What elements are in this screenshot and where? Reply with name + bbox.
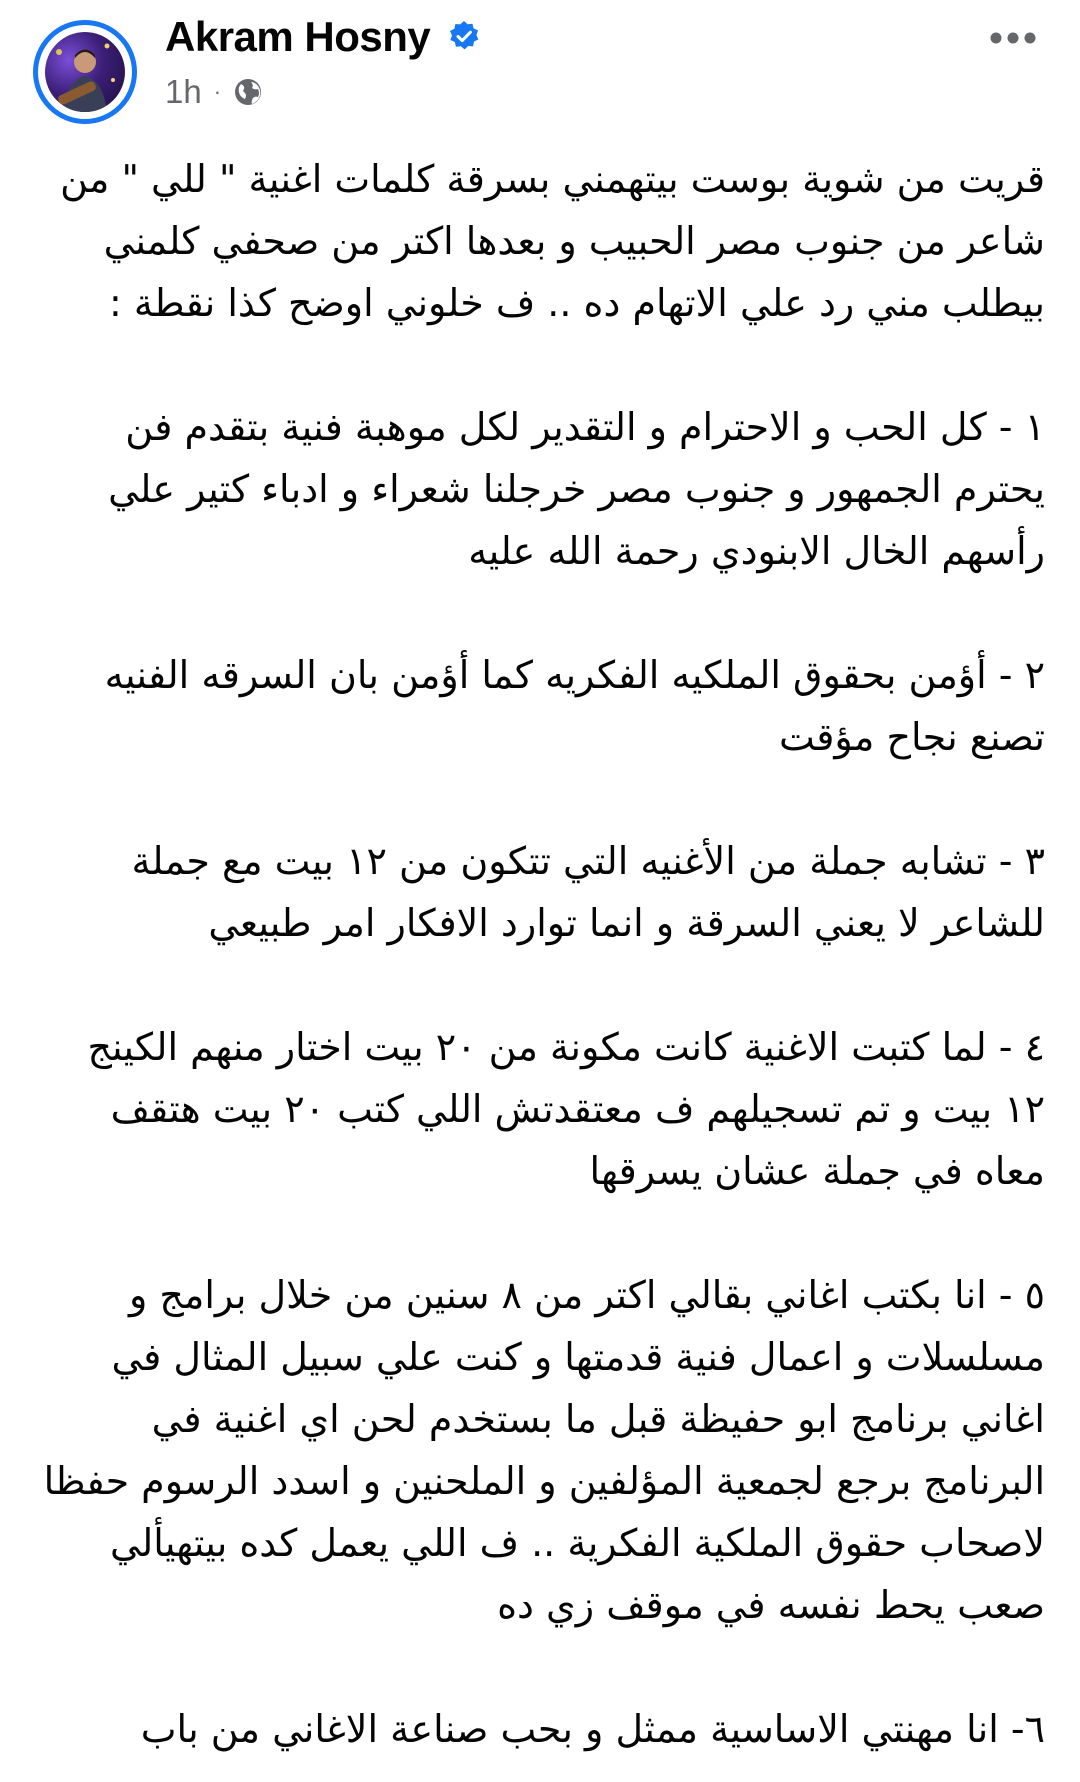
post-paragraph-2: ٢ - أؤمن بحقوق الملكيه الفكريه كما أؤمن بان السرقه الفنيه تصنع نجاح مؤقت — [104, 653, 1045, 759]
post-paragraph-6: ٦- انا مهنتي الاساسية ممثل و بحب صناعة الاغاني من باب — [140, 1707, 1045, 1751]
post-paragraph-intro: قريت من شوية بوست بيتهمني بسرقة كلمات اغنية " للي " من شاعر من جنوب مصر الحبيب و بعدها اكتر من صحفي كلمني بيطلب مني رد علي الاتهام ده .. ف خلوني اوضح كذا نقطة : — [60, 157, 1045, 325]
profile-photo-icon — [45, 32, 125, 112]
more-options-button[interactable] — [978, 10, 1048, 66]
globe-icon[interactable] — [233, 77, 263, 107]
more-options-icon — [989, 31, 1037, 45]
post-meta — [165, 70, 263, 114]
post-text — [40, 148, 1045, 1760]
author-name[interactable]: Akram Hosny — [165, 13, 431, 60]
verified-badge-icon — [448, 20, 480, 52]
post-time[interactable]: 1h — [165, 73, 202, 110]
post-paragraph-5: ٥ - انا بكتب اغاني بقالي اكتر من ٨ سنين من خلال برامج و مسلسلات و اعمال فنية قدمتها و كنت علي سبيل المثال في اغاني برنامج ابو حفيظة قبل ما بستخدم لحن اي اغنية في البرنامج برجع لجمعية المؤلفين و الملحنين و اسدد الرسوم حفظا لاصحاب حقوق الملكية الفكرية .. ف اللي يعمل كده بيتهيألي صعب يحط نفسه في موقف زي ده — [43, 1273, 1045, 1627]
post-paragraph-4: ٤ - لما كتبت الاغنية كانت مكونة من ٢٠ بيت اختار منهم الكينج ١٢ بيت و تم تسجيلهم ف معتقدتش اللي كتب ٢٠ بيت هتقف معاه في جملة عشان يسرقها — [87, 1025, 1045, 1193]
post-paragraph-3: ٣ - تشابه جملة من الأغنيه التي تتكون من ١٢ بيت مع جملة للشاعر لا يعني السرقة و انما توارد الافكار امر طبيعي — [131, 839, 1045, 945]
post-paragraph-1: ١ - كل الحب و الاحترام و التقدير لكل موهبة فنية بتقدم فن يحترم الجمهور و جنوب مصر خرجلنا شعراء و ادباء كتير علي رأسهم الخال الابنودي رحمة الله عليه — [108, 405, 1045, 573]
post-header — [0, 0, 1080, 130]
avatar[interactable] — [33, 20, 137, 124]
meta-separator: · — [213, 79, 222, 104]
